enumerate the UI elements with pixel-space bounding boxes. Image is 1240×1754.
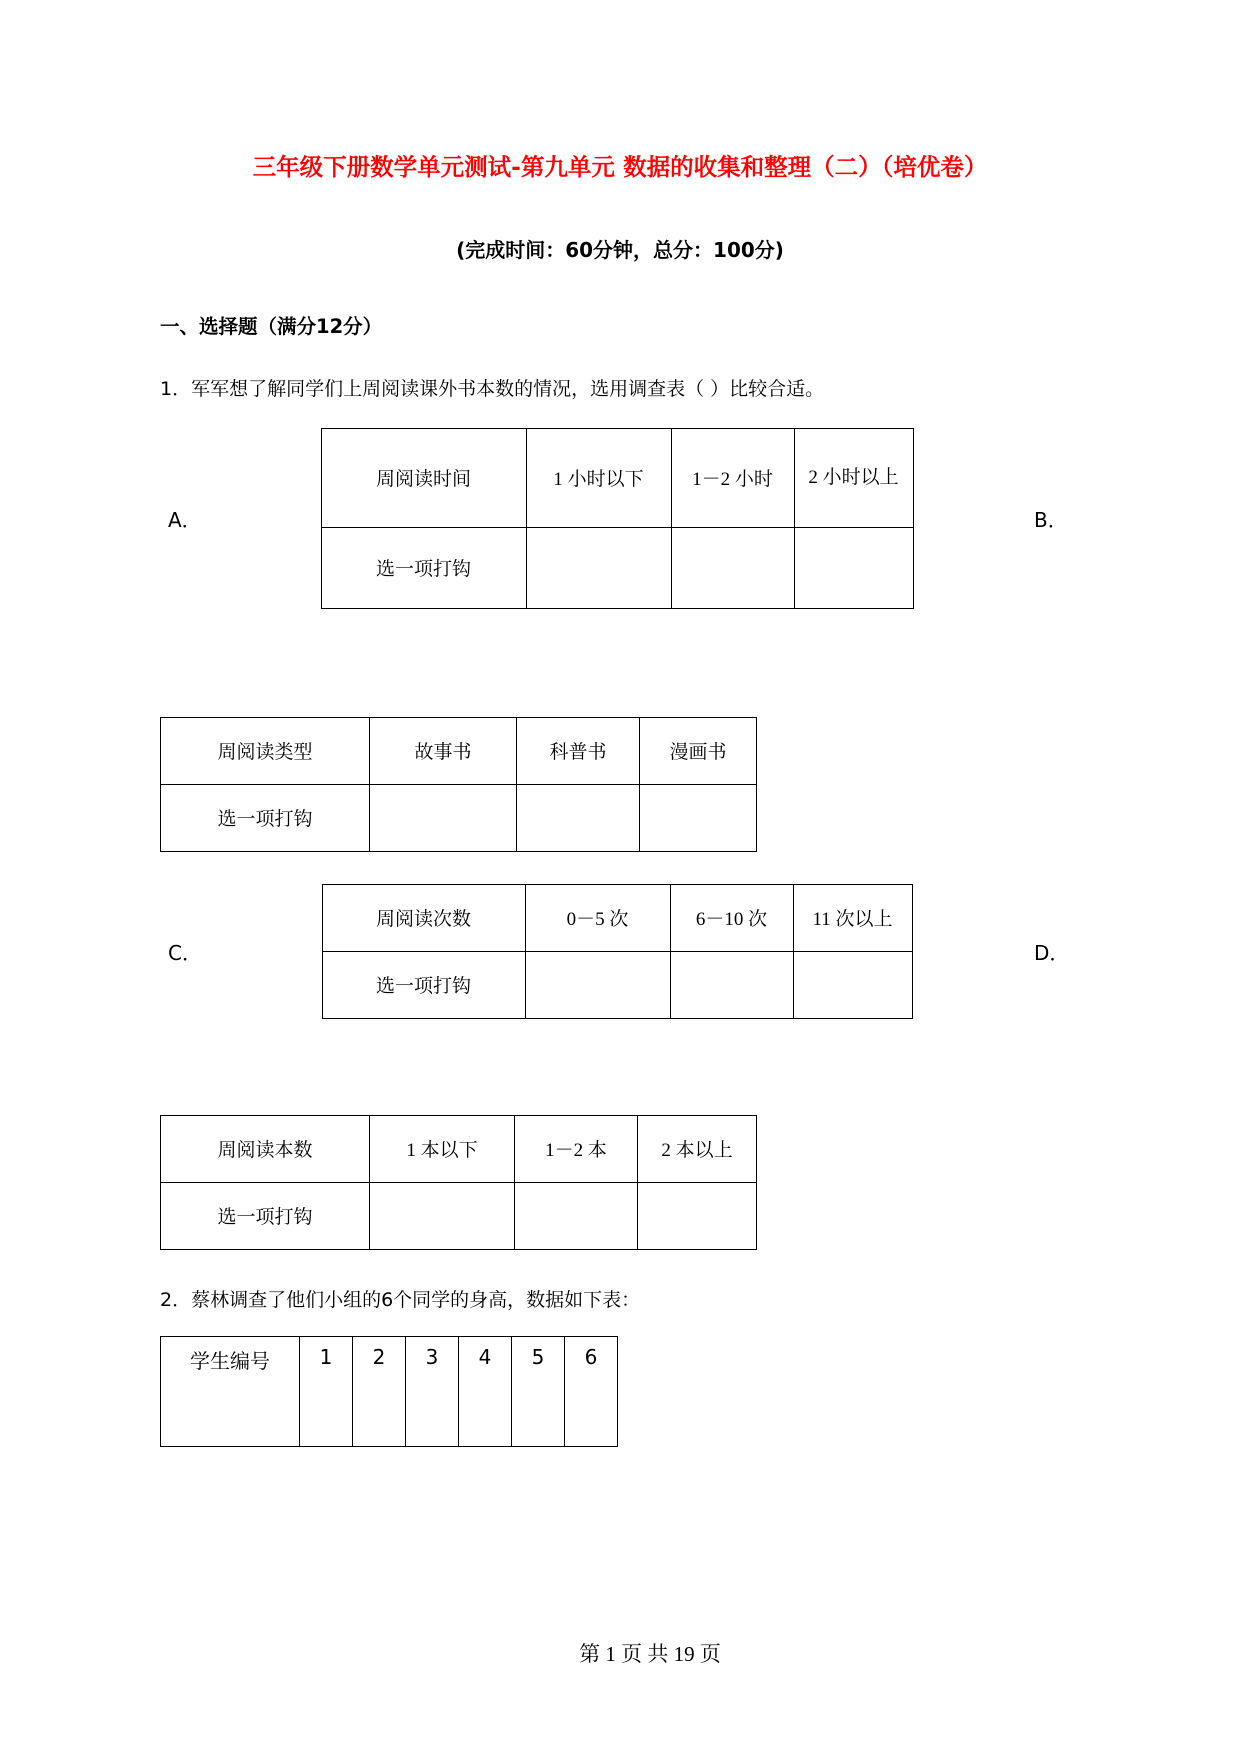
- option-letter-b[interactable]: B．: [1034, 507, 1068, 532]
- spacer: [160, 404, 1080, 428]
- option-letter-d[interactable]: D．: [1034, 940, 1070, 965]
- table-d-header-1: 1 本以下: [370, 1115, 515, 1182]
- student-number-cell-3: 3: [406, 1337, 459, 1447]
- student-number-cell-2: 2: [353, 1337, 406, 1447]
- table-row: [321, 527, 913, 608]
- table-c-header-0: 周阅读次数: [322, 884, 525, 951]
- table-b-header-3: 漫画书: [640, 717, 757, 784]
- spacer: [160, 1314, 1080, 1336]
- table-d-header-0: 周阅读本数: [161, 1115, 370, 1182]
- spacer: [160, 609, 1080, 717]
- table-row: [321, 428, 913, 527]
- section-heading-choice: 一、选择题（满分12分）: [160, 315, 383, 338]
- student-table-label: 学生编号: [161, 1337, 300, 1447]
- page-title: 三年级下册数学单元测试-第九单元 数据的收集和整理（二）（培优卷）: [252, 153, 988, 181]
- survey-table-c: [322, 884, 913, 1019]
- exam-subtitle: (完成时间：60分钟，总分：100分): [456, 238, 784, 262]
- student-number-cell-5: 5: [512, 1337, 565, 1447]
- table-a-row-label: 选一项打钩: [321, 527, 526, 608]
- table-c-header-1: 0－5 次: [525, 884, 670, 951]
- table-c-check-cell-3[interactable]: [793, 951, 912, 1018]
- question-2-text: 2．蔡林调查了他们小组的6个同学的身高，数据如下表：: [160, 1288, 641, 1311]
- table-a-header-1: 1 小时以下: [526, 428, 671, 527]
- option-row-ab: [160, 428, 1080, 609]
- option-letter-a[interactable]: A．: [168, 507, 202, 532]
- table-a-check-cell-1[interactable]: [526, 527, 671, 608]
- table-row: [161, 784, 757, 851]
- student-number-table: [160, 1336, 618, 1447]
- student-number-cell-4: 4: [459, 1337, 512, 1447]
- table-c-header-3: 11 次以上: [793, 884, 912, 951]
- survey-table-d: [160, 1115, 757, 1250]
- table-row: [322, 884, 912, 951]
- table-a-header-3: [794, 428, 913, 527]
- table-row: [161, 1337, 618, 1447]
- spacer: [160, 852, 1080, 884]
- table-row: [161, 1182, 757, 1249]
- table-b-check-cell-2[interactable]: [517, 784, 640, 851]
- table-d-check-cell-1[interactable]: [370, 1182, 515, 1249]
- table-a-check-cell-2[interactable]: [671, 527, 794, 608]
- table-row: [322, 951, 912, 1018]
- table-b-header-0: 周阅读类型: [161, 717, 370, 784]
- option-letter-c[interactable]: C．: [168, 940, 202, 965]
- table-d-header-2: 1－2 本: [515, 1115, 638, 1182]
- table-b-check-cell-3[interactable]: [640, 784, 757, 851]
- spacer: [160, 1019, 1080, 1115]
- option-row-cd: [160, 884, 1080, 1019]
- table-c-row-label: 选一项打钩: [322, 951, 525, 1018]
- table-c-check-cell-1[interactable]: [525, 951, 670, 1018]
- table-a-check-cell-3[interactable]: [794, 527, 913, 608]
- table-d-row-label: 选一项打钩: [161, 1182, 370, 1249]
- question-1-text: 1．军军想了解同学们上周阅读课外书本数的情况，选用调查表（ ）比较合适。: [160, 378, 825, 400]
- student-number-cell-6: 6: [565, 1337, 618, 1447]
- table-b-header-2: 科普书: [517, 717, 640, 784]
- table-d-header-3: 2 本以上: [638, 1115, 757, 1182]
- table-b-header-1: 故事书: [370, 717, 517, 784]
- table-a-header-0: 周阅读时间: [321, 428, 526, 527]
- table-b-check-cell-1[interactable]: [370, 784, 517, 851]
- survey-table-a: [321, 428, 914, 609]
- survey-table-b: [160, 717, 757, 852]
- table-b-row-label: 选一项打钩: [161, 784, 370, 851]
- page-footer: 第 1 页 共 19 页: [579, 1642, 721, 1666]
- student-number-cell-1: 1: [300, 1337, 353, 1447]
- table-c-check-cell-2[interactable]: [670, 951, 793, 1018]
- table-d-check-cell-3[interactable]: [638, 1182, 757, 1249]
- table-row: [161, 1115, 757, 1182]
- table-c-header-2: 6－10 次: [670, 884, 793, 951]
- table-a-header-2: 1－2 小时: [671, 428, 794, 527]
- table-row: [161, 717, 757, 784]
- table-a-header-3-text: 2 小时以上: [808, 466, 899, 488]
- table-d-check-cell-2[interactable]: [515, 1182, 638, 1249]
